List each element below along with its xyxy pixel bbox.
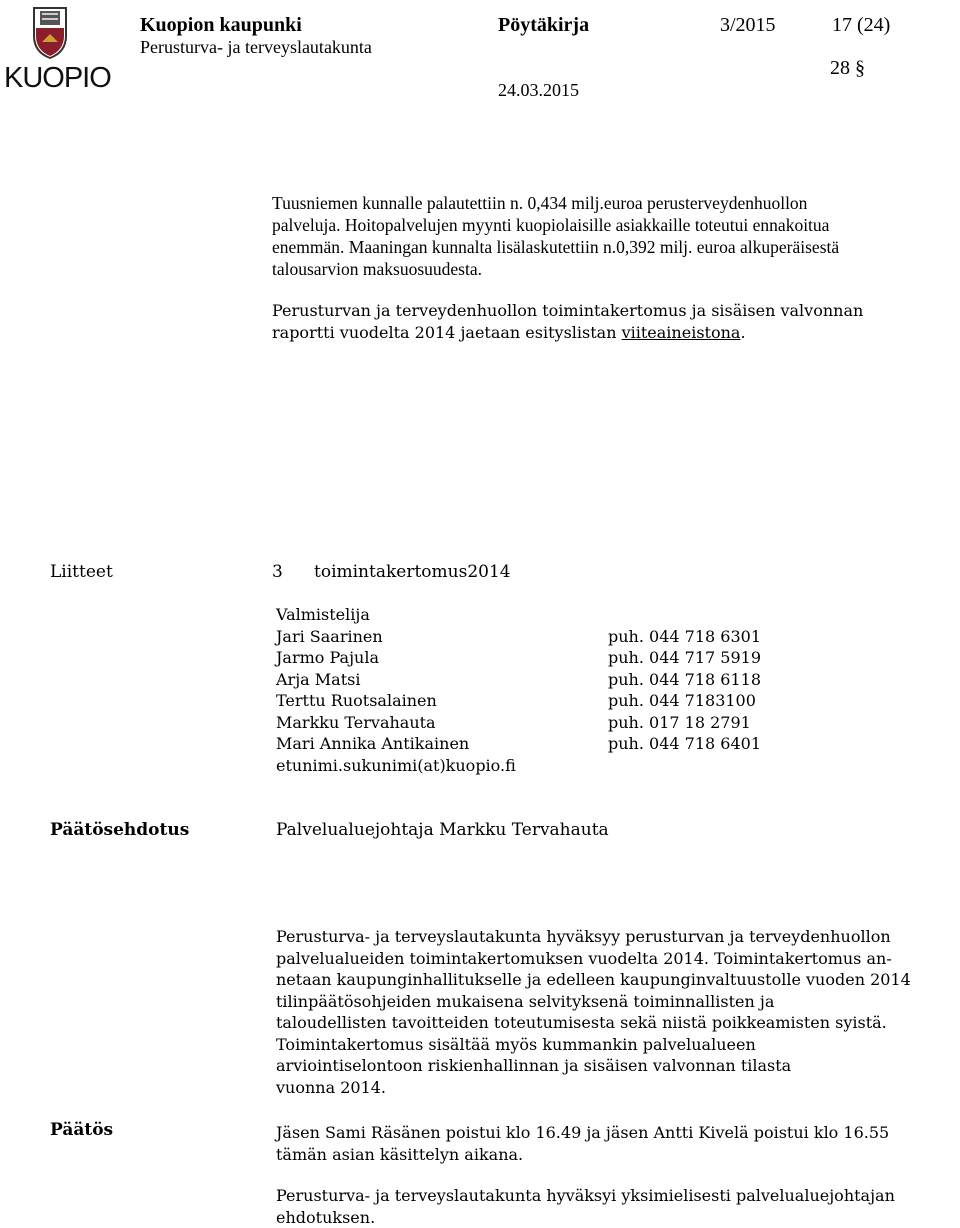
contact-row [276,626,761,648]
contact-row [276,712,761,734]
contact-row [276,647,761,669]
report-line: Perusturvan ja terveydenhuollon toimintakertomus ja sisäisen valvonnan [272,300,863,322]
intro-line: palveluja. Hoitopalvelujen myynti kuopiolaisille asiakkaille toteutui ennakoitua [272,214,839,236]
proposal-line: netaan kaupunginhallitukselle ja edelleen kaupunginvaltuustolle vuoden 2014 [276,969,911,991]
intro-line: enemmän. Maaningan kunnalta lisälaskutettiin n.0,392 milj. euroa alkuperäisestä [272,236,839,258]
contact-phone: puh. 044 718 6301 [608,626,761,648]
decision-line: Perusturva- ja terveyslautakunta hyväksyi yksimielisesti palvelualuejohtajan [276,1185,895,1207]
coat-of-arms-icon [4,2,96,62]
decision-label: Päätös [50,1120,113,1140]
decision-result [276,1185,895,1228]
proposal-line: Perusturva- ja terveyslautakunta hyväksyy perusturvan ja terveydenhuollon [276,926,911,948]
page-number: 17 (24) [832,14,890,37]
document-number: 3/2015 [720,14,776,37]
contact-name: Jarmo Pajula [276,647,608,669]
proposal-text [276,926,911,1098]
intro-line: talousarvion maksuosuudesta. [272,258,839,280]
contact-name: Terttu Ruotsalainen [276,690,608,712]
attachment-name: toimintakertomus2014 [314,562,511,582]
intro-line: Tuusniemen kunnalle palautettiin n. 0,434 milj.euroa perusterveydenhuollon [272,192,839,214]
kuopio-logo [4,2,96,94]
contact-phone: puh. 017 18 2791 [608,712,751,734]
decision-line: tämän asian käsittelyn aikana. [276,1144,889,1166]
proposal-line: tilinpäätösohjeiden mukaisena selvityksenä toiminnallisten ja [276,991,911,1013]
proposal-presenter: Palvelualuejohtaja Markku Tervahauta [276,820,609,840]
contact-phone: puh. 044 7183100 [608,690,756,712]
contacts-list [276,604,761,776]
intro-paragraph [272,192,839,280]
attachment-link[interactable]: viiteaineistona [622,323,741,342]
contact-row [276,669,761,691]
contact-phone: puh. 044 717 5919 [608,647,761,669]
proposal-line: arviointiselontoon riskienhallinnan ja sisäisen valvonnan tilasta [276,1055,911,1077]
contact-name: Markku Tervahauta [276,712,608,734]
decision-line: ehdotuksen. [276,1207,895,1228]
report-line [272,322,863,344]
attachment-number: 3 [272,562,283,582]
contact-name: Arja Matsi [276,669,608,691]
contacts-title: Valmistelija [276,604,608,626]
contact-row [276,733,761,755]
proposal-line: taloudellisten tavoitteiden toteutumisesta sekä niistä poikkeamisten syistä. [276,1012,911,1034]
attachments-label: Liitteet [50,562,113,582]
report-paragraph [272,300,863,344]
proposal-line: vuonna 2014. [276,1077,911,1099]
proposal-line: Toimintakertomus sisältää myös kummankin palvelualueen [276,1034,911,1056]
meeting-date: 24.03.2015 [498,80,579,101]
document-type: Pöytäkirja [498,14,589,37]
contact-phone: puh. 044 718 6118 [608,669,761,691]
contact-name: Mari Annika Antikainen [276,733,608,755]
report-period: . [740,323,745,342]
department-name: Perusturva- ja terveyslautakunta [140,37,372,58]
decision-text [276,1122,889,1165]
organization-name: Kuopion kaupunki [140,14,302,37]
section-number: 28 § [830,57,865,80]
decision-line: Jäsen Sami Räsänen poistui klo 16.49 ja jäsen Antti Kivelä poistui klo 16.55 [276,1122,889,1144]
contact-phone: puh. 044 718 6401 [608,733,761,755]
report-text: raportti vuodelta 2014 jaetaan esityslistan [272,323,622,342]
proposal-label: Päätösehdotus [50,820,189,840]
contact-name: Jari Saarinen [276,626,608,648]
logo-text: KUOPIO [4,62,111,95]
contact-row [276,690,761,712]
proposal-line: palvelualueiden toimintakertomuksen vuodelta 2014. Toimintakertomus an- [276,948,911,970]
contact-email: etunimi.sukunimi(at)kuopio.fi [276,755,608,777]
